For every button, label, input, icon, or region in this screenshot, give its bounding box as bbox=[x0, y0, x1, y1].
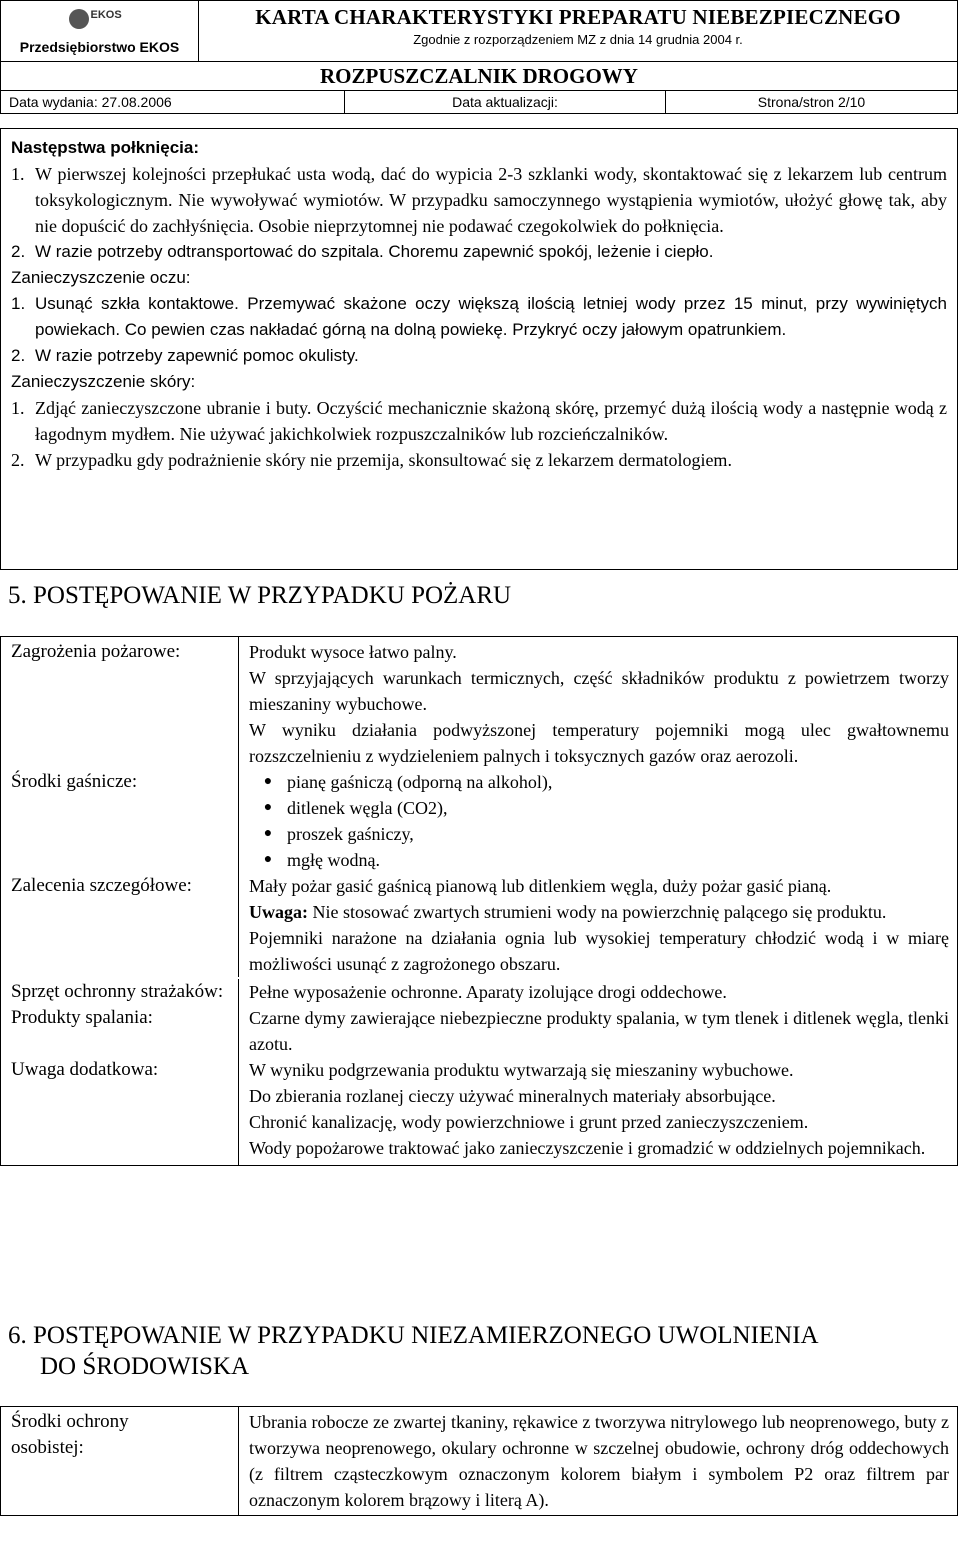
list-item: 1. Zdjąć zanieczyszczone ubranie i buty. Oczyścić mechanicznie skażoną skórę, przemyć dużą ilością wody a następnie wodą z łagodnym mydłem. Nie używać jakichkolwiek rozpuszczalników lub rozcieńczalników. bbox=[11, 398, 947, 444]
bullet-icon: ● bbox=[263, 826, 273, 841]
note-line: Do zbierania rozlanej cieczy używać mineralnych materiały absorbujące. bbox=[249, 1086, 776, 1106]
hazards-line: W sprzyjających warunkach termicznych, część składników produktu z powietrzem tworzy mieszaniny wybuchowe. bbox=[249, 668, 949, 714]
combustion-label: Produkty spalania: bbox=[1, 1005, 239, 1057]
ppe-text: Ubrania robocze ze zwartej tkaniny, rękawice z tworzywa nitrylowego lub neoprenowego, buty z tworzywa neoprenowego, okulary ochronne w szczelnej obudowie, ochrony dróg oddechowych (z filtrem cząsteczkowym oznaczonym kolorem białym i symbolem P2 oraz filtrem par oznaczonym kolorem brązowy i literą A). bbox=[249, 1412, 949, 1510]
section-6-title bbox=[8, 1320, 819, 1382]
list-item: ● mgłę wodną. bbox=[249, 847, 949, 873]
table-row bbox=[1, 873, 957, 977]
table-row bbox=[1, 1005, 957, 1057]
list-item: ● proszek gaśniczy, bbox=[249, 821, 949, 847]
document-header bbox=[0, 0, 958, 114]
bullet-icon: ● bbox=[263, 852, 273, 867]
note-line: W wyniku podgrzewania produktu wytwarzają się mieszaniny wybuchowe. bbox=[249, 1060, 794, 1080]
update-date: Data aktualizacji: bbox=[345, 91, 666, 113]
equipment-label: Sprzęt ochronny strażaków: bbox=[1, 979, 239, 1005]
company-cell bbox=[1, 1, 199, 61]
list-item: 2. W razie potrzeby zapewnić pomoc okulisty. bbox=[11, 346, 359, 365]
bullet-icon: ● bbox=[263, 774, 273, 789]
hazards-line: W wyniku działania podwyższonej temperatury pojemniki mogą ulec gwałtownemu rozszczelnieniu z wydzieleniem palnych i toksycznych gazów oraz aerozoli. bbox=[249, 720, 949, 766]
ppe-label: Środki ochrony osobistej: bbox=[1, 1407, 239, 1515]
list-item: 2. W przypadku gdy podrażnienie skóry nie przemija, skonsultować się z lekarzem dermatologiem. bbox=[11, 450, 732, 470]
table-row bbox=[1, 769, 957, 873]
section-6-title-line: 6. POSTĘPOWANIE W PRZYPADKU NIEZAMIERZONEGO UWOLNIENIA bbox=[8, 1322, 819, 1349]
section-6-title-line: DO ŚRODOWISKA bbox=[40, 1353, 250, 1380]
company-name: Przedsiębiorstwo EKOS bbox=[19, 39, 180, 55]
table-row bbox=[1, 637, 957, 769]
document-subtitle: Zgodnie z rozporządzeniem MZ z dnia 14 grudnia 2004 r. bbox=[413, 32, 743, 47]
hazards-label: Zagrożenia pożarowe: bbox=[1, 637, 239, 769]
list-item: 1. W pierwszej kolejności przepłukać usta wodą, dać do wypicia 2-3 szklanki wody, skontaktować się z lekarzem lub centrum toksykologicznym. Nie wywoływać wymiotów. W przypadku samoczynnego wystąpienia wymiotów, ułożyć głowę tak, aby nie dopuścić do zachłyśnięcia. Osobie nieprzytomnej nie podawać czegokolwiek do połknięcia. bbox=[11, 164, 947, 236]
release-table bbox=[0, 1406, 958, 1516]
issue-date: Data wydania: 27.08.2006 bbox=[1, 91, 345, 113]
table-row bbox=[1, 979, 957, 1005]
hazards-line: Produkt wysoce łatwo palny. bbox=[249, 642, 457, 662]
section-5-title: 5. POSTĘPOWANIE W PRZYPADKU POŻARU bbox=[8, 582, 512, 609]
combustion-text: Czarne dymy zawierające niebezpieczne produkty spalania, w tym tlenek i ditlenek węgla, tlenki azotu. bbox=[249, 1008, 949, 1054]
note-label: Uwaga dodatkowa: bbox=[1, 1057, 239, 1165]
table-row bbox=[1, 1057, 957, 1165]
detail-line: Mały pożar gasić gaśnicą pianową lub ditlenkiem węgla, duży pożar gasić pianą. bbox=[249, 876, 832, 896]
list-item: 1. Usunąć szkła kontaktowe. Przemywać skażone oczy większą ilością letniej wody przez 15 minut, przy wywiniętych powiekach. Co pewien czas nakładać górną na dolną powiekę. Przykryć oczy jałowym opatrunkiem. bbox=[11, 294, 947, 339]
page-number: Strona/stron 2/10 bbox=[757, 94, 866, 110]
table-row bbox=[1, 1407, 957, 1515]
detail-line: Pojemniki narażone na działania ognia lub wysokiej temperatury chłodzić wodą i w miarę możliwości usunąć z zagrożonego obszaru. bbox=[249, 928, 949, 974]
list-item: ● ditlenek węgla (CO2), bbox=[249, 795, 949, 821]
agents-label: Środki gaśnicze: bbox=[1, 769, 239, 873]
list-item: 2. W razie potrzeby odtransportować do szpitala. Choremu zapewnić spokój, leżenie i ciepło. bbox=[11, 242, 714, 261]
fire-table bbox=[0, 636, 958, 1166]
note-line: Chronić kanalizację, wody powierzchniowe i grunt przed zanieczyszczeniem. bbox=[249, 1112, 809, 1132]
skin-heading: Zanieczyszczenie skóry: bbox=[11, 372, 196, 391]
first-aid-box bbox=[0, 128, 958, 570]
detail-warning: Uwaga: Nie stosować zwartych strumieni wody na powierzchnię palącego się produktu. bbox=[249, 902, 887, 922]
detail-label: Zalecenia szczegółowe: bbox=[1, 873, 239, 977]
eye-heading: Zanieczyszczenie oczu: bbox=[11, 268, 191, 287]
equipment-text: Pełne wyposażenie ochronne. Aparaty izolujące drogi oddechowe. bbox=[249, 982, 727, 1002]
note-line: Wody popożarowe traktować jako zanieczyszczenie i gromadzić w oddzielnych pojemnikach. bbox=[249, 1138, 926, 1158]
company-logo: EKOS bbox=[69, 7, 131, 31]
swallow-heading: Następstwa połknięcia: bbox=[11, 138, 200, 157]
document-title: KARTA CHARAKTERYSTYKI PREPARATU NIEBEZPIECZNEGO bbox=[255, 5, 901, 29]
bullet-icon: ● bbox=[263, 800, 273, 815]
product-name: ROZPUSZCZALNIK DROGOWY bbox=[1, 62, 957, 91]
list-item: ● pianę gaśniczą (odporną na alkohol), bbox=[249, 769, 949, 795]
